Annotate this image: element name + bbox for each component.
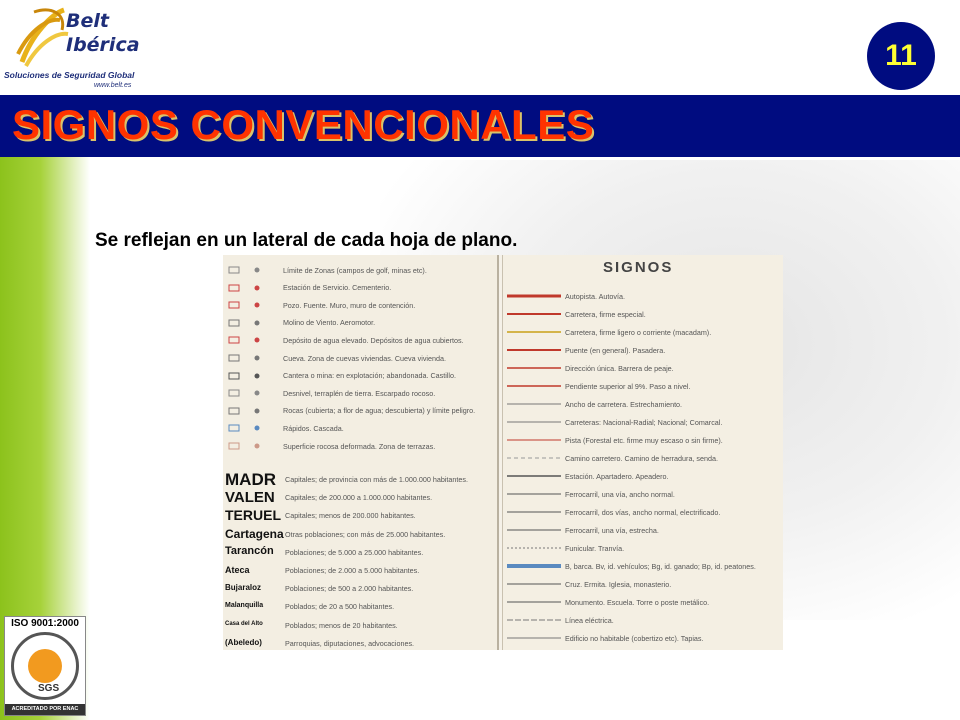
legend-right-item [503,449,784,467]
legend-right-item [503,431,784,449]
slide-subtitle: Se reflejan en un lateral de cada hoja de plano. [95,230,518,251]
legend-right-item [503,467,784,485]
legend-city-sample: TERUEL [225,507,281,524]
title-bar [0,95,960,157]
legend-item-label: Edificio no habitable (cobertizo etc). Tapias. [565,633,704,643]
legend-line-symbol-icon [503,485,565,503]
legend-city-sample: Cartagena [225,526,284,541]
legend-item-label: Rocas (cubierta; a flor de agua; descubierta) y límite peligro. [283,406,476,416]
legend-city-sample: Malanquilla [225,601,264,609]
legend-city-description: Otras poblaciones; con más de 25.000 habitantes. [285,529,446,539]
legend-line-symbol-icon [503,467,565,485]
legend-item-label: Ferrocarril, una vía, estrecha. [565,525,659,535]
legend-item-label: Funicular. Tranvía. [565,543,625,553]
legend-city-description: Poblaciones; de 500 a 2.000 habitantes. [285,584,414,594]
iso-title: ISO 9001:2000 [11,618,79,629]
legend-left-item [223,331,499,349]
legend-symbol-icon [223,437,283,455]
seal-sgs-text: SGS [38,683,60,694]
legend-city-description: Capitales; de provincia con más de 1.000.000 habitantes. [285,475,469,484]
legend-item-label: Pista (Forestal etc. firme muy escaso o sin firme). [565,435,723,445]
certification-seal-icon [11,632,79,700]
legend-item-label: Depósito de agua elevado. Depósitos de agua cubiertos. [283,335,464,345]
legend-city-description: Poblados; de 20 a 500 habitantes. [285,602,395,612]
legend-line-symbol-icon [503,449,565,467]
legend-right-item [503,593,784,611]
legend-symbol-icon [223,384,283,402]
legend-line-symbol-icon [503,323,565,341]
legend-line-symbol-icon [503,503,565,521]
legend-city-description: Poblados; menos de 20 habitantes. [285,620,398,630]
legend-city-sample: MADR [225,469,276,489]
iso-footer: ACREDITADO POR ENAC [5,704,85,715]
legend-line-symbol-icon [503,395,565,413]
legend-city-description: Capitales; de 200.000 a 1.000.000 habitantes. [285,493,433,503]
legend-symbol-icon [223,314,283,332]
legend-city-sample: Ateca [225,564,250,575]
legend-symbol-icon [223,296,283,314]
legend-line-symbol-icon [503,629,565,647]
legend-item-label: Cantera o mina: en explotación; abandonada. Castillo. [283,371,457,381]
legend-right-item [503,629,784,647]
legend-item-label: Carretera, firme especial. [565,309,646,319]
legend-right-panel [502,255,783,650]
legend-right-item [503,305,784,323]
legend-line-symbol-icon [503,287,565,305]
legend-line-symbol-icon [503,431,565,449]
legend-item-label: Camino carretero. Camino de herradura, senda. [565,453,719,463]
legend-right-item [503,323,784,341]
page-number-badge: 11 [867,22,935,90]
legend-symbol-icon [223,419,283,437]
legend-line-symbol-icon [503,521,565,539]
legend-symbol-icon [223,367,283,385]
legend-city-description: Poblaciones; de 5.000 a 25.000 habitantes. [285,547,424,557]
legend-left-item [223,384,499,402]
legend-line-symbol-icon [503,359,565,377]
legend-item-label: Ferrocarril, una vía, ancho normal. [565,489,675,499]
logo-url: www.belt.es [94,82,132,89]
legend-left-item [223,437,499,455]
legend-line-symbol-icon [503,305,565,323]
legend-right-item [503,611,784,629]
logo-brand-line1: Belt [66,10,109,32]
legend-item-label: Molino de Viento. Aeromotor. [283,318,376,328]
legend-left-item [223,402,499,420]
page-title: SIGNOS CONVENCIONALES [12,101,595,148]
legend-left-item [223,314,499,332]
legend-right-item [503,575,784,593]
legend-item-label: Pendiente superior al 9%. Paso a nivel. [565,381,691,391]
legend-right-item [503,485,784,503]
legend-symbol-icon [223,402,283,420]
legend-item-label: Carreteras: Nacional-Radial; Nacional; Comarcal. [565,417,723,427]
legend-item-label: Cruz. Ermita. Iglesia, monasterio. [565,579,672,589]
legend-line-symbol-icon [503,539,565,557]
legend-line-symbol-icon [503,575,565,593]
legend-city-description: Parroquias, diputaciones, advocaciones. [285,638,415,648]
legend-item-label: Estación. Apartadero. Apeadero. [565,471,669,481]
legend-symbol-icon [223,261,283,279]
legend-item-label: Dirección única. Barrera de peaje. [565,363,674,373]
legend-line-symbol-icon [503,413,565,431]
legend-city-description: Capitales; menos de 200.000 habitantes. [285,511,416,521]
legend-item-label: Rápidos. Cascada. [283,423,344,433]
legend-left-item [223,349,499,367]
legend-left-item [223,261,499,279]
legend-item-label: Cueva. Zona de cuevas viviendas. Cueva vivienda. [283,353,447,363]
legend-right-item [503,341,784,359]
legend-line-symbol-icon [503,593,565,611]
map-legend-sheet [223,255,783,650]
legend-item-label: Ancho de carretera. Estrechamiento. [565,399,683,409]
belt-iberica-logo [4,4,154,90]
legend-right-item [503,359,784,377]
legend-right-item [503,413,784,431]
logo-brand-line2: Ibérica [66,34,140,56]
legend-symbol-icon [223,331,283,349]
legend-right-item [503,557,784,575]
legend-item-label: Carretera, firme ligero o corriente (macadam). [565,327,712,337]
legend-right-item [503,539,784,557]
legend-line-symbol-icon [503,557,565,575]
legend-left-item [223,419,499,437]
legend-left-item [223,296,499,314]
legend-item-label: Puente (en general). Pasadera. [565,345,666,355]
legend-city-sample: VALEN [225,488,275,506]
legend-left-item [223,279,499,297]
legend-line-symbol-icon [503,611,565,629]
legend-line-symbol-icon [503,341,565,359]
legend-city-description: Poblaciones; de 2.000 a 5.000 habitantes. [285,566,420,575]
legend-right-item [503,503,784,521]
legend-item-label: Línea eléctrica. [565,615,614,625]
logo-tagline: Soluciones de Seguridad Global [4,70,135,80]
legend-right-item [503,521,784,539]
legend-left-panel [223,255,499,650]
legend-left-item [223,367,499,385]
legend-item-label: Estación de Servicio. Cementerio. [283,283,392,293]
seal-check-icon [28,649,62,683]
legend-symbol-icon [223,279,283,297]
legend-item-label: Superficie rocosa deformada. Zona de terrazas. [283,441,436,451]
legend-city-sample: (Abeledo) [225,637,262,647]
legend-item-label: Desnivel, terraplén de tierra. Escarpado rocoso. [283,388,436,398]
legend-item-label: B, barca. Bv, id. vehículos; Bg, id. ganado; Bp, id. peatones. [565,561,756,571]
logo-swirl-icon [12,4,72,68]
legend-item-label: Autopista. Autovía. [565,291,625,301]
legend-right-item [503,395,784,413]
legend-right-item [503,287,784,305]
legend-city-sample: Tarancón [225,545,274,558]
legend-item-label: Pozo. Fuente. Muro, muro de contención. [283,300,416,310]
legend-item-label: Monumento. Escuela. Torre o poste metálico. [565,597,710,607]
iso-certification-badge [4,616,86,716]
legend-symbol-icon [223,349,283,367]
legend-line-symbol-icon [503,377,565,395]
legend-city-sample: Bujaraloz [225,583,262,593]
legend-city-sample: Casa del Alto [225,620,263,627]
legend-right-item [503,377,784,395]
legend-item-label: Límite de Zonas (campos de golf, minas etc). [283,265,427,275]
legend-item-label: Ferrocarril, dos vías, ancho normal, electrificado. [565,507,721,517]
signos-heading: SIGNOS [603,259,674,276]
